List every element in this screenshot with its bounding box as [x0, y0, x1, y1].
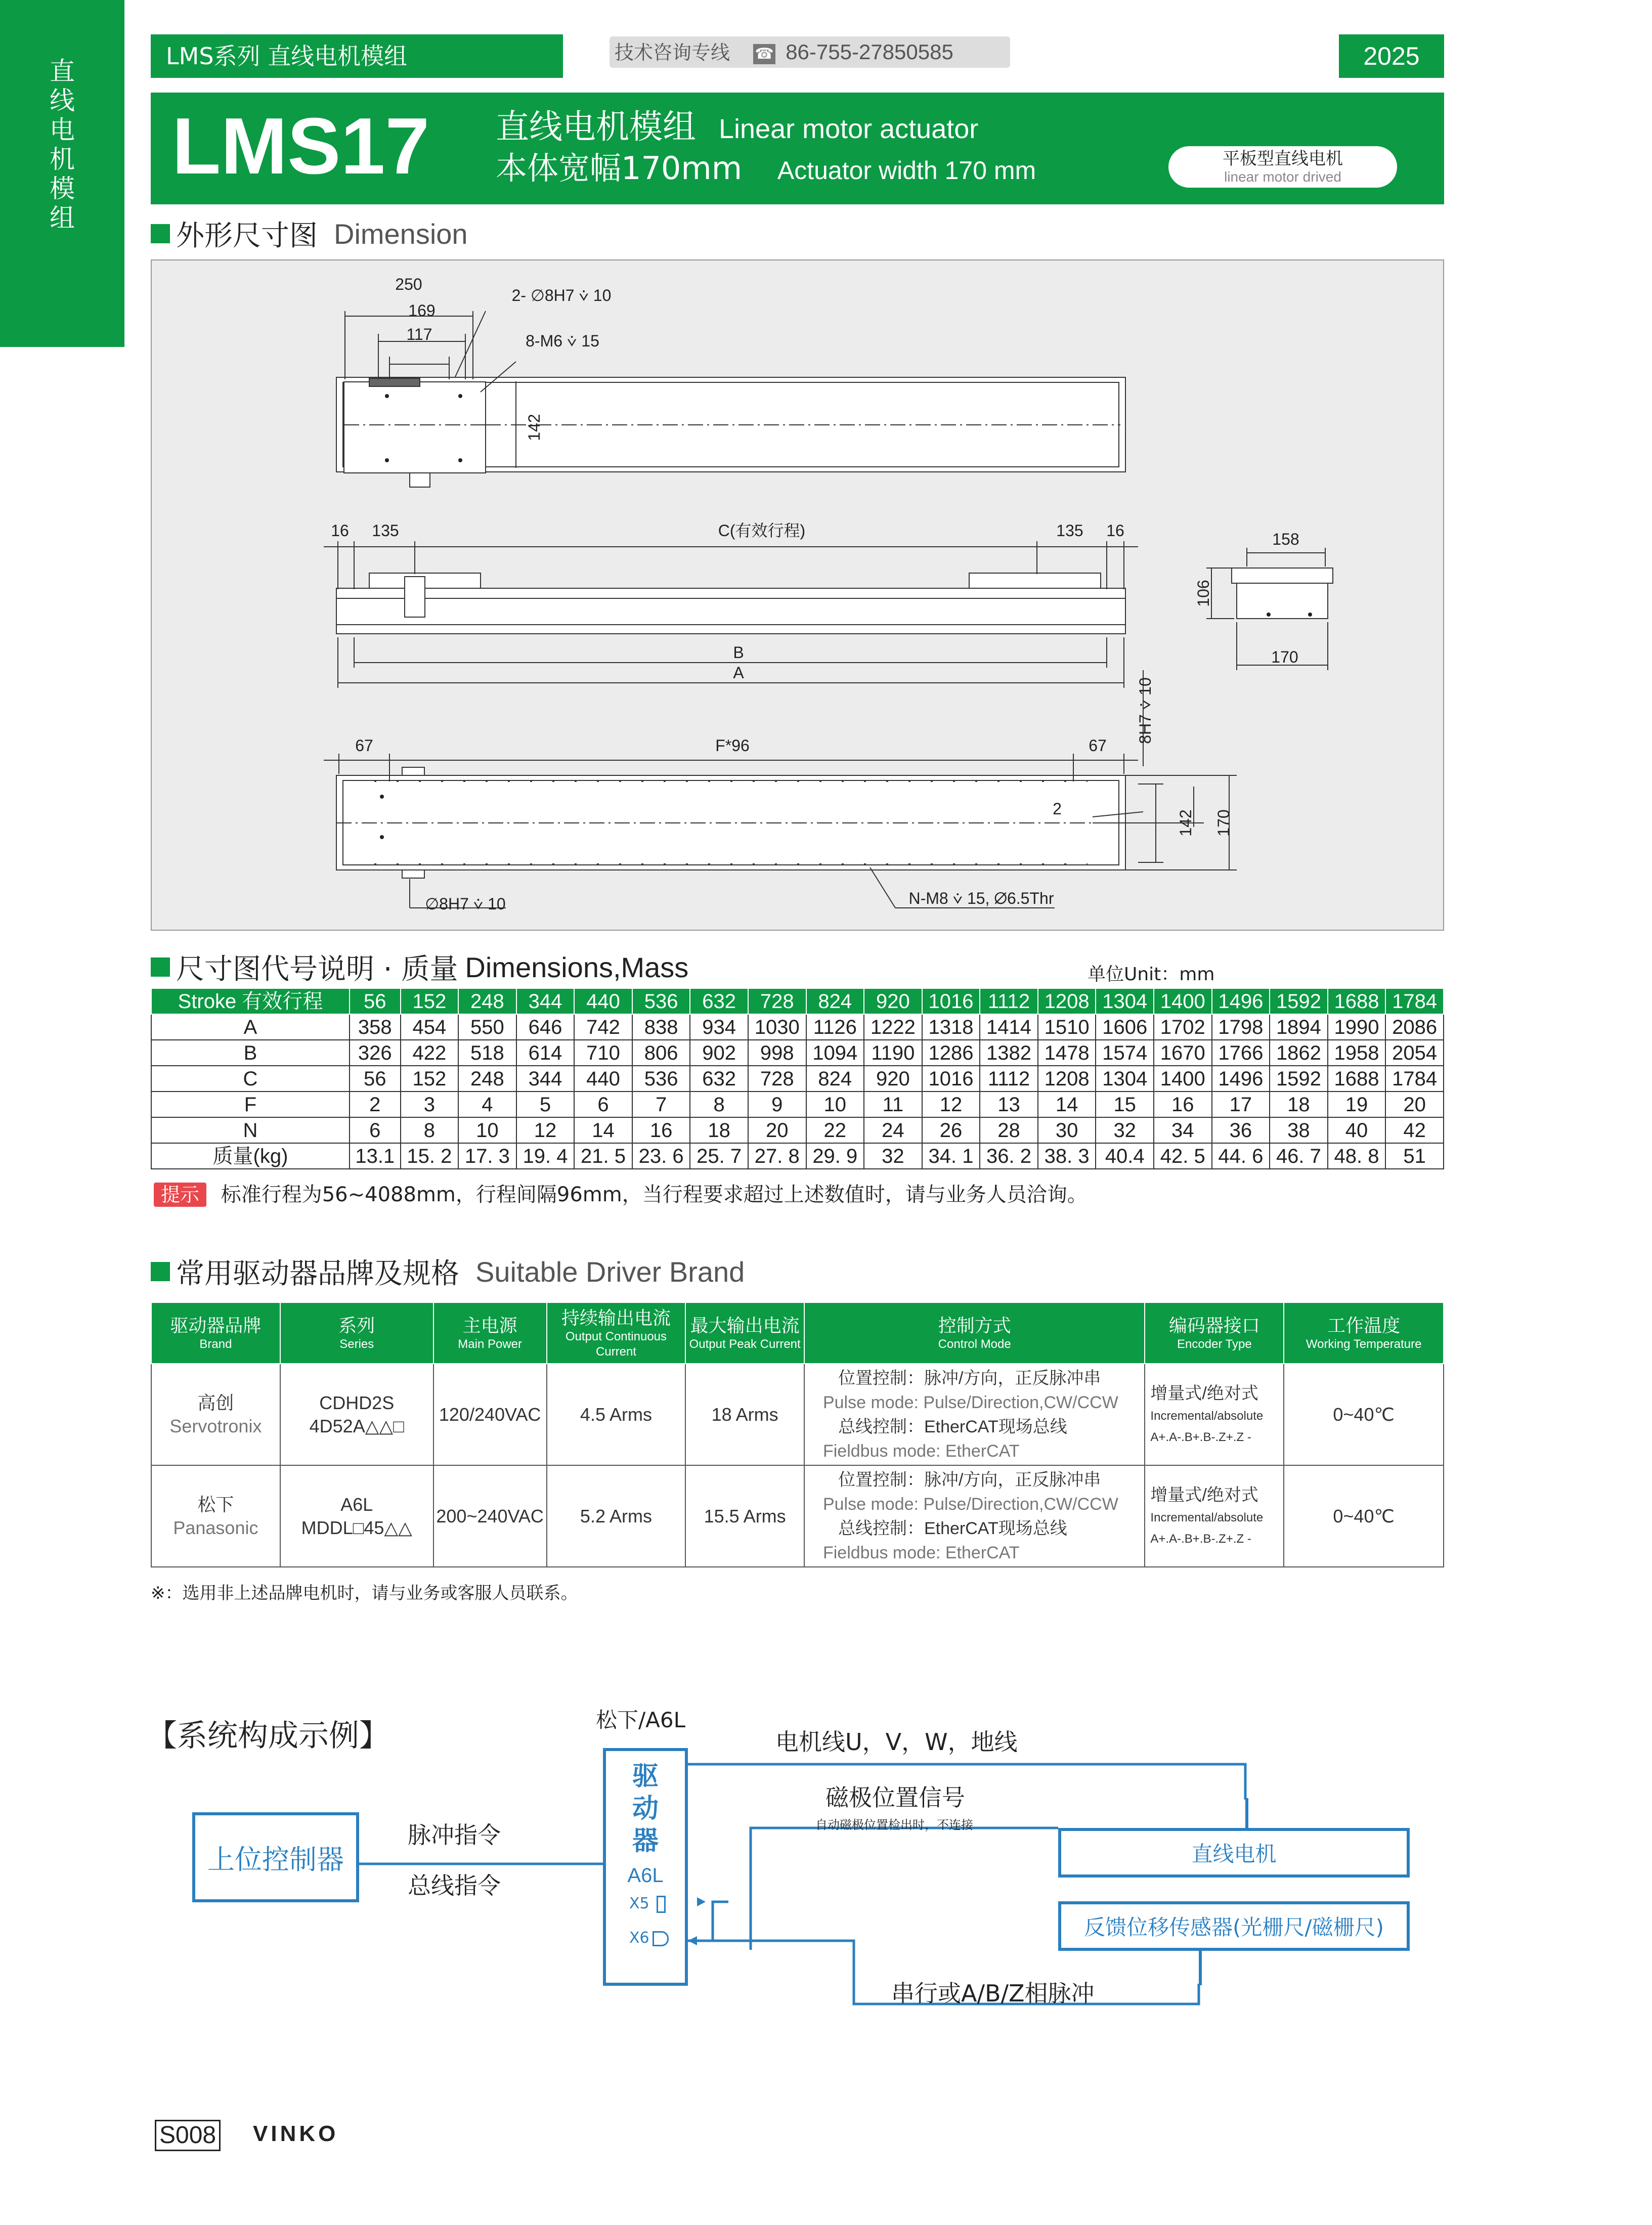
pulse-command-label: 脉冲指令	[408, 1821, 501, 1849]
side-tab: 直 线 电 机 模 组	[0, 0, 124, 347]
table-row: N 6 8 10 12 14 16 18 20 22 24 26 28 30 32 34 36 38 40 42	[151, 1117, 1444, 1143]
driver-row: 高创 Servotronix CDHD2S 4D52A△△□ 120/240VAC 4.5 Arms 18 Arms 位置控制：脉冲/方向，正反脉冲串 Pulse mode: Pulse/Direction,CW/CCW 总线控制：EtherCAT现场总线 Fieldbus mode: EtherCAT 增量式/绝对式 Incremental/absolute A+.A-.B+.B-.Z+.Z - 0~40℃	[151, 1364, 1444, 1465]
label-stroke: C(有效行程)	[718, 521, 806, 540]
feedback-sensor-box: 反馈位移传感器(光栅尺/磁栅尺)	[1058, 1901, 1410, 1951]
drive-type-badge: 平板型直线电机 linear motor drived	[1168, 146, 1397, 188]
label-pin-side: 8H7 ⩒ 10	[1136, 677, 1154, 744]
series-label: LMS系列 直线电机模组	[166, 42, 408, 70]
label-16b: 16	[1106, 521, 1124, 540]
host-controller-box: 上位控制器	[192, 1812, 359, 1902]
phone-icon: ☎	[753, 44, 775, 64]
label-holes: 8-M6 ⩒ 15	[526, 332, 599, 350]
tip-badge: 提示	[154, 1183, 206, 1207]
label-135b: 135	[1056, 521, 1083, 540]
table-row: B 326 422 518 614 710 806 902 998 1094 1190 1286 1382 1478 1574 1670 1766 1862 1958 2054	[151, 1040, 1444, 1066]
system-title: 【系统构成示例】	[147, 1718, 389, 1754]
label-135a: 135	[372, 521, 399, 540]
label-16a: 16	[331, 521, 349, 540]
tip-text: 标准行程为56~4088mm，行程间隔96mm，当行程要求超过上述数值时，请与业务人员洽询。	[221, 1183, 1088, 1206]
driver-box: 驱 动 器 A6L X5 X6	[603, 1748, 688, 1986]
label-b: B	[733, 643, 744, 662]
model-name: LMS17	[172, 102, 430, 191]
x5-connector-icon	[657, 1896, 666, 1913]
label-250: 250	[395, 275, 422, 293]
label-117: 117	[406, 325, 432, 343]
title-line2: 本体宽幅170mm Actuator width 170 mm	[496, 150, 1036, 187]
label-142b: 142	[1177, 809, 1195, 837]
title-line1: 直线电机模组 Linear motor actuator	[496, 107, 979, 146]
linear-motor-box: 直线电机	[1058, 1828, 1410, 1878]
x6-connector-icon	[653, 1931, 669, 1946]
label-170: 170	[1271, 648, 1298, 666]
label-67b: 67	[1089, 736, 1107, 755]
label-n-holes: N-M8 ⩒ 15, ∅6.5Thr	[908, 889, 1054, 907]
label-f96: F*96	[715, 736, 750, 755]
label-pin: 2- ∅8H7 ⩒ 10	[511, 286, 612, 304]
label-169: 169	[408, 301, 436, 320]
table-row: A 358 454 550 646 742 838 934 1030 1126 1222 1318 1414 1510 1606 1702 1798 1894 1990 2086	[151, 1014, 1444, 1040]
label-2: 2	[1053, 800, 1062, 818]
label-106: 106	[1194, 580, 1212, 607]
brand-name: VINKO	[253, 2121, 339, 2146]
driver-row: 松下 Panasonic A6L MDDL□45△△ 200~240VAC 5.2 Arms 15.5 Arms 位置控制：脉冲/方向，正反脉冲串 Pulse mode: Pulse/Direction,CW/CCW 总线控制：EtherCAT现场总线 Fieldbus mode: EtherCAT 增量式/绝对式 Incremental/absolute A+.A-.B+.B-.Z+.Z - 0~40℃	[151, 1465, 1444, 1567]
driver-table-header: 驱动器品牌 Brand 系列 Series 主电源 Main Power 持续输出电流 Output Continuous Current 最大输出电流 Output Peak Current 控制方式 Control Mode 编码器接口 Encoder Type 工作温度 Working Temperature	[151, 1302, 1444, 1364]
unit-label: 单位Unit：mm	[1088, 964, 1215, 985]
year-badge: 2025	[1339, 34, 1444, 78]
bus-command-label: 总线指令	[408, 1872, 501, 1899]
driver-note: ※：选用非上述品牌电机时，请与业务或客服人员联系。	[151, 1583, 578, 1603]
dims-section-title: 尺寸图代号说明 · 质量 Dimensions,Mass	[151, 947, 688, 987]
label-142: 142	[525, 414, 543, 441]
pole-note: 自动磁极位置检出时，不连接	[815, 1818, 973, 1832]
page-number: S008	[155, 2120, 221, 2151]
dimension-section-title: 外形尺寸图 Dimension	[151, 213, 468, 254]
label-170b: 170	[1214, 809, 1233, 837]
serial-signal-label: 串行或A/B/Z相脉冲	[891, 1980, 1095, 2007]
driver-section-title: 常用驱动器品牌及规格 Suitable Driver Brand	[151, 1251, 745, 1292]
label-pin-bottom: ∅8H7 ⩒ 10	[425, 895, 506, 913]
label-a: A	[733, 664, 744, 682]
table-header-row: Stroke 有效行程 56 152 248 344 440 536 632 728 824 920 1016 1112 1208 1304 1400 1496 1592 1688 1784	[151, 988, 1444, 1014]
table-row: 质量(kg) 13.1 15. 2 17. 3 19. 4 21. 5 23. 6 25. 7 27. 8 29. 9 32 34. 1 36. 2 38. 3 40.4 42. 5 44. 6 46. 7 48. 8 51	[151, 1143, 1444, 1169]
label-67a: 67	[355, 736, 373, 755]
driver-brand-label: 松下/A6L	[596, 1708, 686, 1732]
table-row: F 2 3 4 5 6 7 8 9 10 11 12 13 14 15 16 17 18 19 20	[151, 1092, 1444, 1117]
hotline-number: 86-755-27850585	[786, 40, 953, 64]
table-row: C 56 152 248 344 440 536 632 728 824 920 1016 1112 1208 1304 1400 1496 1592 1688 1784	[151, 1066, 1444, 1092]
motor-line-label: 电机线U，V，W，地线	[775, 1728, 1018, 1756]
label-158: 158	[1272, 530, 1299, 548]
pole-signal-label: 磁极位置信号	[825, 1784, 965, 1811]
hotline-label: 技术咨询专线	[615, 41, 730, 64]
